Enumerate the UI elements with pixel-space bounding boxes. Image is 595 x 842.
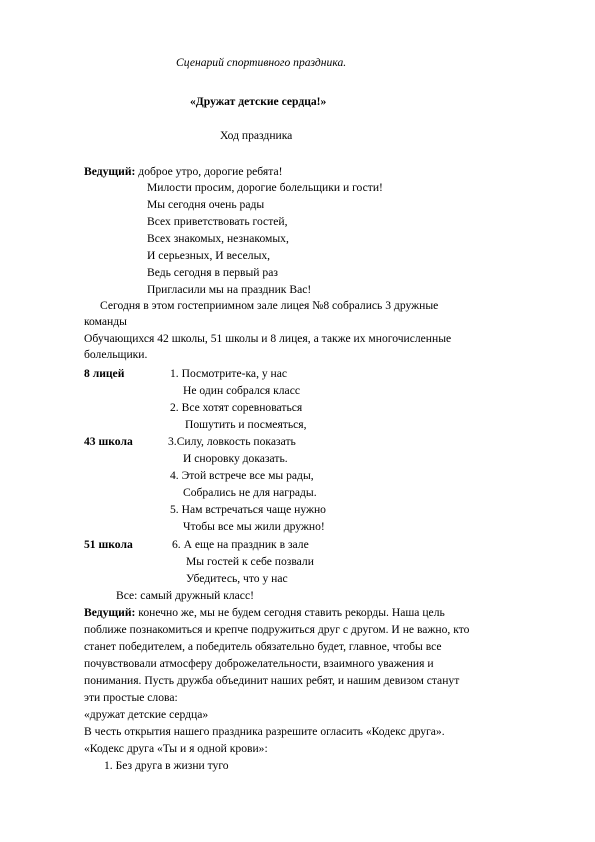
team-verse-line: Собрались не для награды. xyxy=(183,486,317,499)
code-item: 1. Без друга в жизни туго xyxy=(104,759,229,772)
intro-teams-line: Сегодня в этом гостеприимном зале лицея №8 собрались 3 дружные xyxy=(100,299,439,312)
team-verse-line: Пошутить и посмеяться, xyxy=(185,418,307,431)
host-speech-line: эти простые слова: xyxy=(84,691,178,704)
team-verse-line: 3.Силу, ловкость показать xyxy=(168,435,296,448)
host-speech-line: понимания. Пусть дружба объединит наших ребят, и нашим девизом станут xyxy=(84,674,460,687)
host-greeting: доброе утро, дорогие ребята! xyxy=(135,165,283,178)
intro-teams-line: команды xyxy=(84,315,127,328)
team-verse-line: Не один собрался класс xyxy=(183,384,300,397)
verse-line: И серьезных, И веселых, xyxy=(147,249,271,262)
section-heading: Ход праздника xyxy=(220,129,293,142)
team-verse-line: 6. А еще на праздник в зале xyxy=(172,538,309,551)
intro-students-line: Обучающихся 42 школы, 51 школы и 8 лицея, а также их многочисленные xyxy=(84,332,452,345)
doc-subtitle: Сценарий спортивного праздника. xyxy=(176,56,347,69)
team-verse-line: 5. Нам встречаться чаще нужно xyxy=(170,503,326,516)
host-line-first xyxy=(84,164,282,180)
team-verse-line: И сноровку доказать. xyxy=(183,452,288,465)
team-verse-line: Мы гостей к себе позвали xyxy=(186,555,314,568)
host-speech-line: поближе познакомиться и крепче подружиться друг с другом. И не важно, кто xyxy=(84,623,470,636)
intro-students-line: болельщики. xyxy=(84,348,148,361)
host-line-first xyxy=(84,605,445,621)
host-speech-line: конечно же, мы не будем сегодня ставить рекорды. Наша цель xyxy=(135,606,445,619)
doc-title: «Дружат детские сердца!» xyxy=(190,95,327,108)
team-verse-line: Убедитесь, что у нас xyxy=(186,572,288,585)
speaker-label: Ведущий: xyxy=(84,606,136,619)
all-response: Все: самый дружный класс! xyxy=(116,589,254,602)
code-intro-line: В честь открытия нашего праздника разрешите огласить «Кодекс друга». xyxy=(84,725,445,738)
verse-line: Мы сегодня очень рады xyxy=(147,198,265,211)
verse-line: Всех знакомых, незнакомых, xyxy=(147,232,289,245)
team-label-school-43: 43 школа xyxy=(84,435,133,448)
speaker-label: Ведущий: xyxy=(84,165,136,178)
host-speech-line: почувствовали атмосферу доброжелательности, взаимного уважения и xyxy=(84,657,434,670)
team-verse-line: 2. Все хотят соревноваться xyxy=(170,401,303,414)
verse-line: Милости просим, дорогие болельщики и гости! xyxy=(147,181,383,194)
team-label-lyceum-8: 8 лицей xyxy=(84,367,125,380)
verse-line: Всех приветствовать гостей, xyxy=(147,215,288,228)
team-verse-line: Чтобы все мы жили дружно! xyxy=(183,520,325,533)
team-verse-line: 4. Этой встрече все мы рады, xyxy=(170,469,314,482)
verse-line: Ведь сегодня в первый раз xyxy=(147,266,278,279)
host-speech-line: станет победителем, а победитель обязательно будет, главное, чтобы все xyxy=(84,640,442,653)
team-label-school-51: 51 школа xyxy=(84,538,133,551)
verse-line: Пригласили мы на праздник Вас! xyxy=(147,283,312,296)
code-title-line: «Кодекс друга «Ты и я одной крови»: xyxy=(84,742,268,755)
team-verse-line: 1. Посмотрите-ка, у нас xyxy=(170,367,288,380)
motto-line: «дружат детские сердца» xyxy=(84,708,209,721)
